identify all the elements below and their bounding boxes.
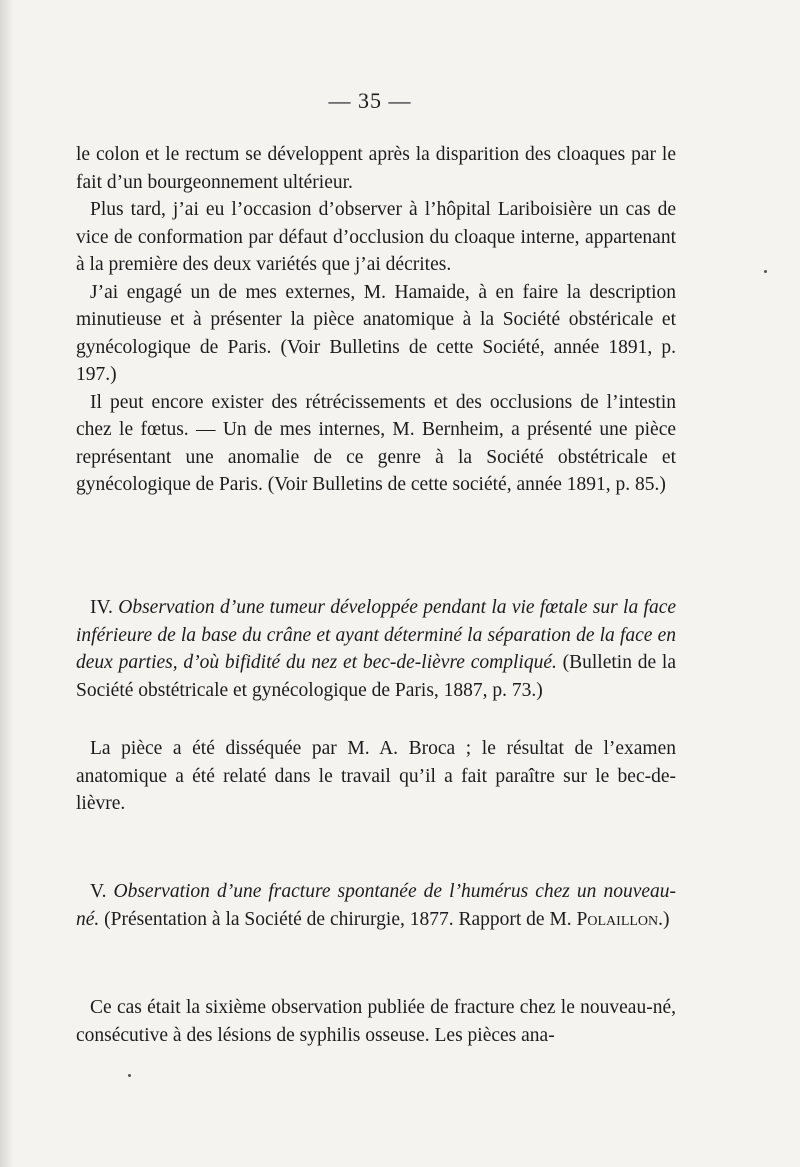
observation-v-number: V. [90,881,107,902]
paragraph-colon: le colon et le rectum se développent après la disparition des cloaques par le fait d’un bourgeonnement ultérieur. [76,144,676,193]
observation-v-title: Observation d’une fracture spontanée de l’humérus chez un nouveau-né. [76,881,676,930]
paragraph-broca: La pièce a été disséquée par M. A. Broca ; le résultat de l’examen anatomique a été relaté dans le travail qu’il a fait paraître sur le bec-de-lièvre. [76,738,676,814]
observation-v [76,878,676,933]
intro-text-block [76,141,676,499]
observation-v-block [76,878,676,933]
paragraph-sixieme-observation: Ce cas était la sixième observation publiée de fracture chez le nouveau-né, consécutive à des lésions de syphilis osseuse. Les pièces ana- [76,997,676,1046]
scan-speck [128,1074,131,1077]
paragraph-lariboisiere: Plus tard, j’ai eu l’occasion d’observer à l’hôpital Lariboisière un cas de vice de conformation par défaut d’occlusion du cloaque interne, appartenant à la première des deux variétés que j’ai décrites. [76,199,676,275]
observation-iv-number: IV. [90,597,113,618]
observation-v-reference-suffix: .) [658,908,670,930]
broca-text-block [76,735,676,818]
scan-speck [764,270,767,273]
observation-iv [76,594,676,704]
page-number: — 35 — [328,88,412,113]
observation-iv-title: Observation d’une tumeur développée pendant la vie fœtale sur la face inférieure de la base du crâne et ayant déterminé la séparation de la face en deux parties, d’où bifidité du nez et bec-de-lièvre compliqué. [76,597,676,673]
observation-v-reference-name: Polaillon [576,908,659,930]
closing-text-block [76,994,676,1049]
observation-iv-reference: (Bulletin de la Société obstétricale et gynécologique de Paris, 1887, p. 73.) [76,652,676,701]
page-edge-shadow [0,0,14,1167]
paragraph-hamaide: J’ai engagé un de mes externes, M. Hamaide, à en faire la description minutieuse et à présenter la pièce anatomique à la Société obstéricale et gynécologique de Paris. (Voir Bulletins de cette Société, année 1891, p. 197.) [76,281,676,385]
observation-v-reference-prefix: (Présentation à la Société de chirurgie, 1877. Rapport de M. [104,908,572,930]
observation-iv-block [76,594,676,704]
paragraph-bernheim: Il peut encore exister des rétrécissements et des occlusions de l’intestin chez le fœtus. — Un de mes internes, M. Bernheim, a présenté une pièce représentant une anomalie de ce genre à la Société obstétricale et gynécologique de Paris. (Voir Bulletins de cette société, année 1891, p. 85.) [76,391,676,495]
